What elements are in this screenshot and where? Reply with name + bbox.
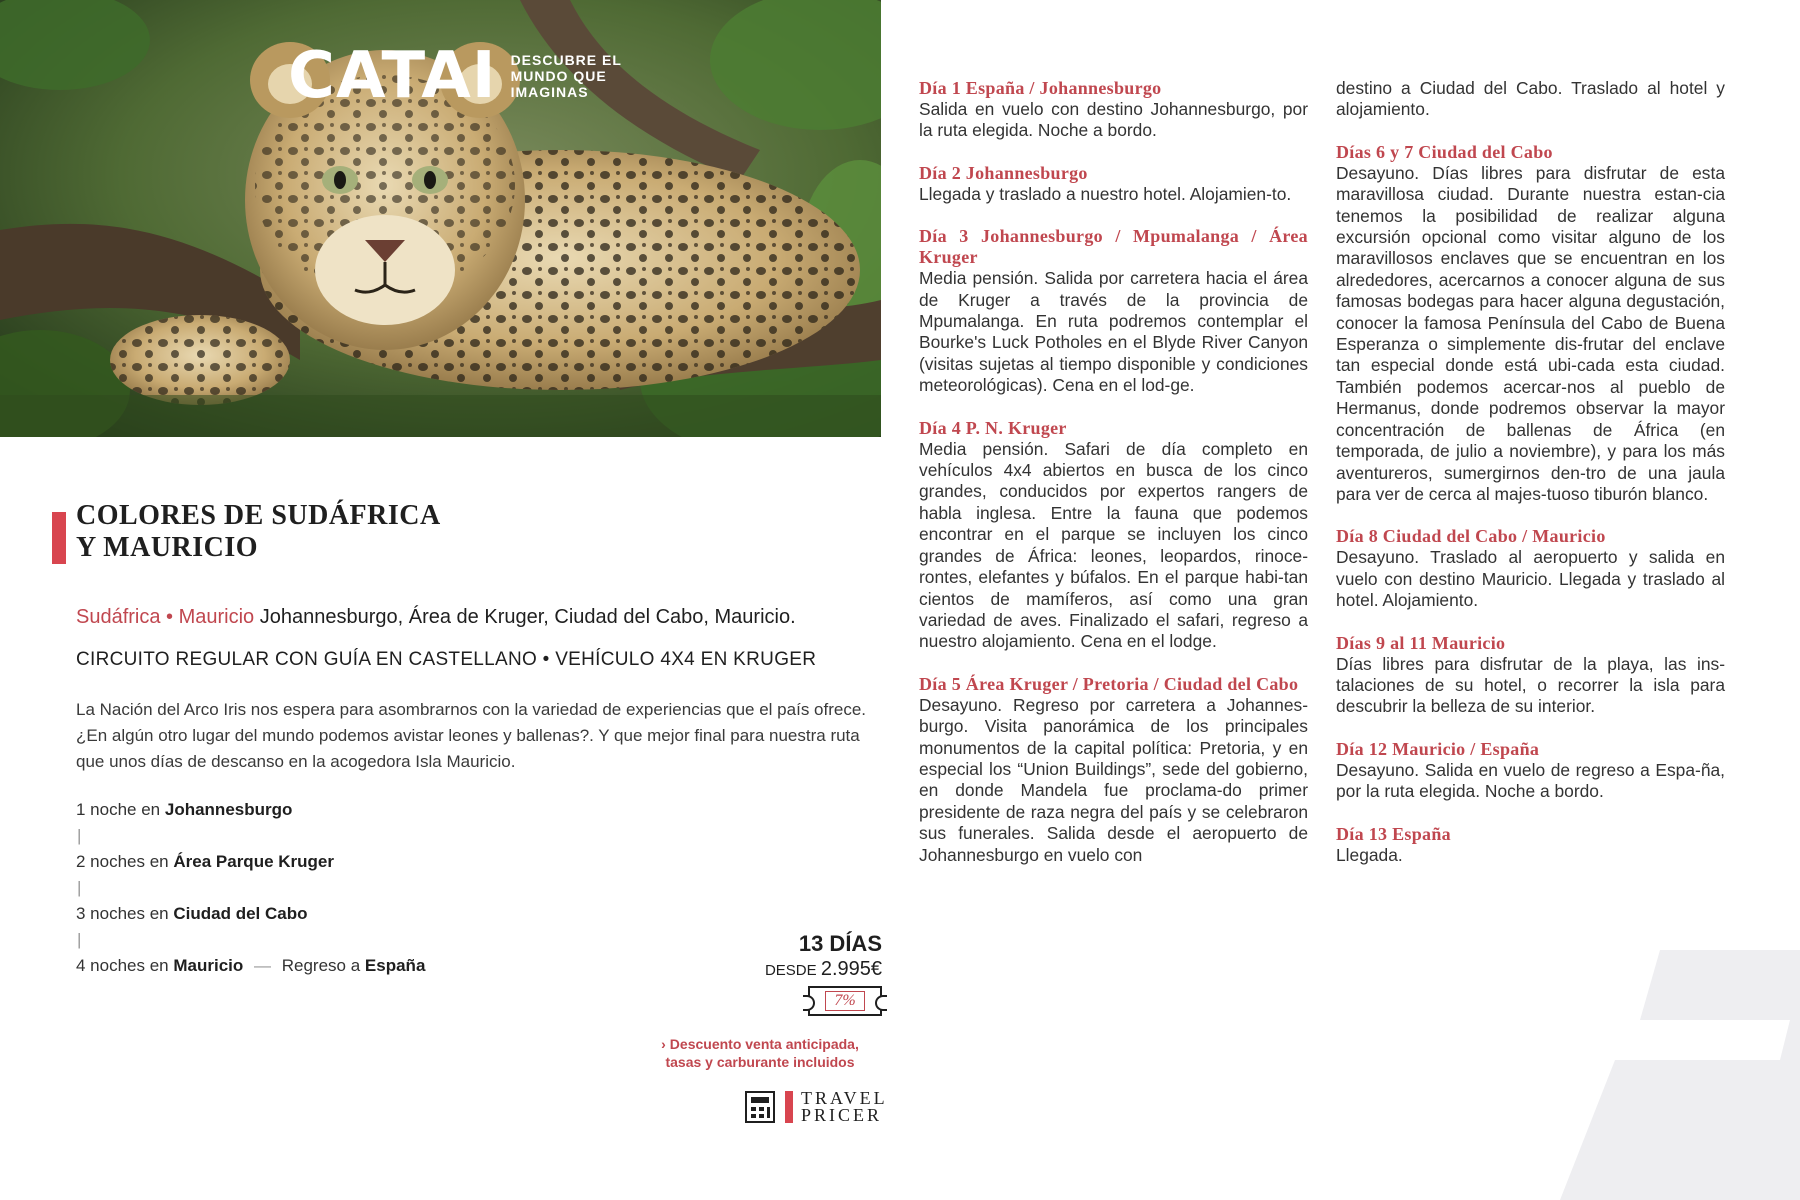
itinerary-day: [1336, 824, 1725, 866]
day-text: destino a Ciudad del Cabo. Traslado al hotel y alojamiento.: [1336, 78, 1725, 120]
day-title: Día 3 Johannesburgo / Mpumalanga / Área Kruger: [919, 226, 1308, 268]
day-text: Desayuno. Traslado al aeropuerto y salida en vuelo con destino Mauricio. Llegada y traslado al hotel. Alojamiento.: [1336, 547, 1725, 611]
day-text: Salida en vuelo con destino Johannesburgo, por la ruta elegida. Noche a bordo.: [919, 99, 1308, 141]
itinerary-day: [1336, 526, 1725, 611]
day-text: Media pensión. Salida por carretera hacia el área de Kruger a través de la provincia de Mpumalanga. En ruta podremos contemplar el Bourke's Luck Potholes en el Blyde River Canyon (visitas sujetas al tiempo disponible y condiciones meteorológicas). Cena en el lod-ge.: [919, 268, 1308, 396]
price-from: [662, 958, 882, 982]
destinations: [76, 604, 876, 630]
tour-title-line2: Y MAURICIO: [76, 532, 259, 563]
note-line2: tasas y carburante incluidos: [665, 1054, 855, 1070]
travel-pricer-text: [801, 1090, 888, 1124]
stays-list: [76, 797, 576, 979]
stay-separator: |: [77, 826, 82, 845]
stay-place: Johannesburgo: [164, 800, 293, 819]
day-title: Día 8 Ciudad del Cabo / Mauricio: [1336, 526, 1606, 547]
note-line1: Descuento venta anticipada,: [669, 1036, 859, 1052]
itinerary-column-2: [1336, 78, 1725, 887]
calculator-icon: [745, 1091, 775, 1123]
discount-ticket-icon: [808, 986, 882, 1016]
tour-title-line1: COLORES DE SUDÁFRICA: [76, 500, 441, 531]
itinerary-day: [919, 226, 1308, 396]
day-title: Días 9 al 11 Mauricio: [1336, 632, 1506, 653]
itinerary-day: [1336, 633, 1725, 718]
catai-brand: [288, 39, 641, 113]
travel-pricer-line2: PRICER: [801, 1105, 883, 1125]
itinerary-day-continued: [1336, 78, 1725, 121]
stay-item: [76, 797, 576, 823]
day-title: Día 5 Área Kruger / Pretoria / Ciudad del Cabo: [919, 673, 1299, 694]
travel-pricer-logo: [745, 1090, 888, 1124]
day-text: Desayuno. Días libres para disfrutar de esta maravillosa ciudad. Durante nuestra estan-cia tenemos la posibilidad de realizar alguna excursión opcional como visitar alguno de los maravillosos enclaves que se encuentran en los alrededores, acercarnos a conocer alguna de sus famosas bodegas para hacer alguna degustación, conocer la famosa Península del Cabo de Buena Esperanza o simplemente dis-frutar del enclave tan especial donde está ubi-cada esta ciudad. También podemos acercar-nos al pueblo de Hermanus, donde podremos observar la mayor concentración de ballenas de África (en temporada, de julio a noviembre), y para los más aventureros, sumergirnos den-tro de una jaula para ver de cerca al majes-tuoso tiburón blanco.: [1336, 162, 1725, 504]
day-title: Día 13 España: [1336, 823, 1451, 844]
stay-item: [76, 901, 576, 927]
title-accent-bar: [52, 512, 66, 564]
day-text: Llegada y traslado a nuestro hotel. Alojamien-to.: [919, 183, 1292, 204]
discount-percent: 7%: [825, 991, 864, 1011]
itinerary-day: [919, 418, 1308, 653]
stay-nights: 1 noche en: [76, 800, 161, 819]
stay-nights: 3 noches en: [76, 904, 169, 923]
stay-nights: 2 noches en: [76, 852, 169, 871]
decorative-corner-shape: [1560, 950, 1800, 1200]
circuit-type: CIRCUITO REGULAR CON GUÍA EN CASTELLANO • VEHÍCULO 4X4 EN KRUGER: [76, 649, 817, 670]
stay-nights: 4 noches en: [76, 956, 169, 975]
return-dash: —: [254, 956, 272, 975]
itinerary-day: [919, 78, 1308, 142]
stay-item: [76, 953, 576, 979]
stay-item: [76, 849, 576, 875]
day-text: Desayuno. Regreso por carretera a Johannes-burgo. Visita panorámica de los principales monumentos de la capital política: Pretoria, y en especial los “Union Buildings”, sede del gobierno, en donde Mandela fue proclama-do primer presidente de raza negra del país y se celebraron sus funerales. Salida desde el aeropuerto de Johannesburgo en vuelo con: [919, 694, 1308, 865]
stay-separator: |: [77, 878, 82, 897]
itinerary-column-1: [919, 78, 1308, 887]
discount-note: [640, 1035, 880, 1071]
day-title: Día 4 P. N. Kruger: [919, 417, 1067, 438]
itinerary-day: [1336, 739, 1725, 803]
day-text: Llegada.: [1336, 844, 1403, 865]
tour-title: [76, 500, 576, 564]
day-title: Día 2 Johannesburgo: [919, 162, 1088, 183]
itinerary-day: [1336, 142, 1725, 506]
return-place: España: [364, 956, 426, 975]
hero-image: [0, 0, 881, 437]
brand-tagline: DESCUBRE EL MUNDO QUE IMAGINAS: [510, 52, 622, 100]
catai-logo: CATAI: [288, 39, 497, 113]
countries: Sudáfrica • Mauricio: [76, 606, 255, 628]
price-block: [662, 930, 882, 1016]
cities: Johannesburgo, Área de Kruger, Ciudad del Cabo, Mauricio.: [259, 606, 796, 628]
travel-pricer-line1: TRAVEL: [801, 1088, 888, 1108]
stay-separator: |: [77, 930, 82, 949]
price-from-label: DESDE: [764, 962, 817, 979]
return-label: Regreso a: [281, 956, 361, 975]
itinerary-day: [919, 163, 1308, 205]
day-text: Desayuno. Salida en vuelo de regreso a Espa-ña, por la ruta elegida. Noche a bordo.: [1336, 759, 1725, 802]
day-title: Día 12 Mauricio / España: [1336, 738, 1540, 759]
day-text: Días libres para disfrutar de la playa, las ins-talaciones de su hotel, o recorrer la isla para descubrir la belleza de su interior.: [1336, 653, 1725, 717]
duration-days: 13 DÍAS: [798, 931, 882, 956]
price-amount: 2.995€: [820, 958, 882, 980]
day-text: Media pensión. Safari de día completo en vehículos 4x4 abiertos en busca de los cinco grandes, conducidos por expertos rangers de habla inglesa. Entre la fauna que podemos encontrar en el parque se incluyen los cinco grandes de África: leones, leopardos, rinoce-rontes, elefantes y búfalos. En el parque habi-tan cientos de mamíferos, así como una gran variedad de aves. Finalizado el safari, regreso a nuestro alojamiento. Cena en el lodge.: [919, 438, 1308, 652]
day-title: Día 1 España / Johannesburgo: [919, 78, 1162, 98]
travel-pricer-bar: [785, 1091, 793, 1123]
stay-place: Mauricio: [173, 956, 244, 975]
itinerary-day: [919, 674, 1308, 866]
chevron-right-icon: ›: [661, 1036, 666, 1052]
stay-place: Ciudad del Cabo: [173, 904, 308, 923]
stay-place: Área Parque Kruger: [173, 852, 334, 871]
intro-text: La Nación del Arco Iris nos espera para asombrarnos con la variedad de experiencias que el país ofrece. ¿En algún otro lugar del mundo podemos avistar leones y ballenas?. Y que mejor final para nuestra ruta que unos días de descanso en la acogedora Isla Mauricio.: [76, 700, 867, 771]
day-title: Días 6 y 7 Ciudad del Cabo: [1336, 141, 1553, 162]
